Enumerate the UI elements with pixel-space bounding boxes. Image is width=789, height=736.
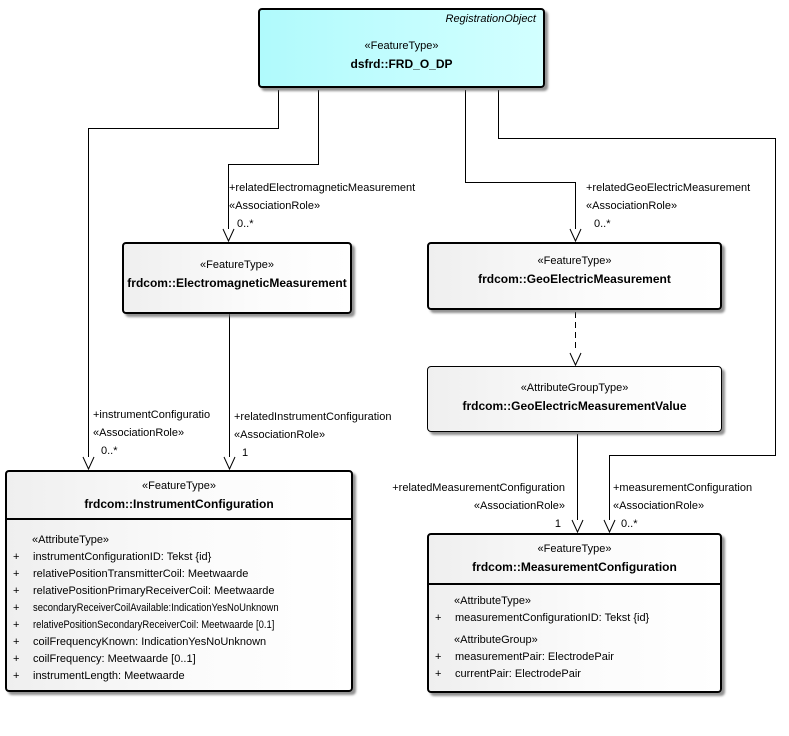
attribute-group-heading: «AttributeGroup»: [454, 634, 538, 646]
class-name: frdcom::GeoElectricMeasurement: [478, 272, 671, 286]
class-box-measurement-configuration[interactable]: [427, 533, 722, 693]
open-arrowhead-icon: [570, 353, 581, 365]
class-box-geoelectric-measurement[interactable]: [427, 242, 722, 310]
assoc-label-instrument-configuration: +instrumentConfiguratio «AssociationRole» 0..*: [93, 406, 210, 460]
stereotype-label: «FeatureType»: [537, 255, 612, 267]
attribute-row: + instrumentLength: Meetwaarde: [13, 670, 185, 682]
attribute-row: + secondaryReceiverCoilAvailable:IndicationYesNoUnknown: [13, 602, 279, 614]
open-arrowhead-icon: [572, 520, 583, 532]
attribute-row: + measurementPair: ElectrodePair: [435, 651, 614, 663]
class-name: frdcom::MeasurementConfiguration: [472, 560, 677, 574]
multiplicity: 0..*: [594, 218, 611, 230]
attribute-row: + relativePositionSecondaryReceiverCoil: Meetwaarde [0.1]: [13, 619, 275, 631]
assoc-label-related-instrument-configuration: +relatedInstrumentConfiguration «AssociationRole» 1: [234, 408, 391, 462]
attribute-compartment: [7, 518, 351, 685]
attribute-group-heading: «AttributeType»: [454, 595, 532, 607]
stereotype-label: «FeatureType»: [364, 40, 439, 52]
class-box-instrument-configuration[interactable]: [5, 470, 353, 692]
association-frd-to-geoelectric-measurement: [466, 90, 582, 241]
registration-object-tagline: RegistrationObject: [445, 13, 536, 25]
attribute-row: + measurementConfigurationID: Tekst {id}: [435, 612, 650, 624]
class-name: frdcom::GeoElectricMeasurementValue: [462, 399, 687, 413]
stereotype-label: «FeatureType»: [142, 480, 216, 492]
attribute-row: + relativePositionPrimaryReceiverCoil: Meetwaarde: [13, 585, 275, 597]
class-box-frd-o-dp[interactable]: [258, 8, 545, 88]
multiplicity: 1: [554, 518, 561, 530]
class-name: frdcom::InstrumentConfiguration: [84, 497, 274, 511]
assoc-label-measurement-configuration: +measurementConfiguration «AssociationRole» 0..*: [613, 479, 752, 533]
multiplicity: 0..*: [621, 518, 638, 530]
stereotype-label: «AttributeGroupType»: [520, 382, 629, 394]
class-name: dsfrd::FRD_O_DP: [350, 57, 453, 71]
assoc-label-related-geoelectric-measurement: +relatedGeoElectricMeasurement «AssociationRole» 0..*: [586, 179, 750, 233]
multiplicity: 0..*: [237, 218, 254, 230]
attribute-row: + currentPair: ElectrodePair: [435, 668, 581, 680]
dependency-geoelectric-to-value: [570, 312, 581, 365]
attribute-row: + relativePositionTransmitterCoil: Meetwaarde: [13, 568, 249, 580]
association-value-to-measurement-configuration: [572, 434, 583, 532]
attribute-compartment: [429, 583, 720, 683]
open-arrowhead-icon: [570, 229, 581, 241]
assoc-label-related-measurement-configuration: +relatedMeasurementConfiguration «AssociationRole» 1: [365, 479, 565, 533]
attribute-row: + coilFrequencyKnown: IndicationYesNoUnknown: [13, 636, 267, 648]
assoc-label-related-electromagnetic-measurement: +relatedElectromagneticMeasurement «AssociationRole» 0..*: [229, 179, 415, 233]
multiplicity: 1: [242, 447, 249, 459]
class-box-electromagnetic-measurement[interactable]: [122, 242, 352, 314]
attribute-group-heading: «AttributeType»: [32, 534, 110, 546]
stereotype-label: «FeatureType»: [537, 543, 612, 555]
attribute-row: + instrumentConfigurationID: Tekst {id}: [13, 551, 212, 563]
class-name: frdcom::ElectromagneticMeasurement: [127, 276, 347, 290]
multiplicity: 0..*: [101, 445, 118, 457]
attribute-row: + coilFrequency: Meetwaarde [0..1]: [13, 653, 196, 665]
association-frd-to-measurement-configuration: [499, 90, 776, 532]
stereotype-label: «FeatureType»: [200, 259, 274, 271]
class-box-geoelectric-measurement-value[interactable]: [427, 366, 722, 432]
